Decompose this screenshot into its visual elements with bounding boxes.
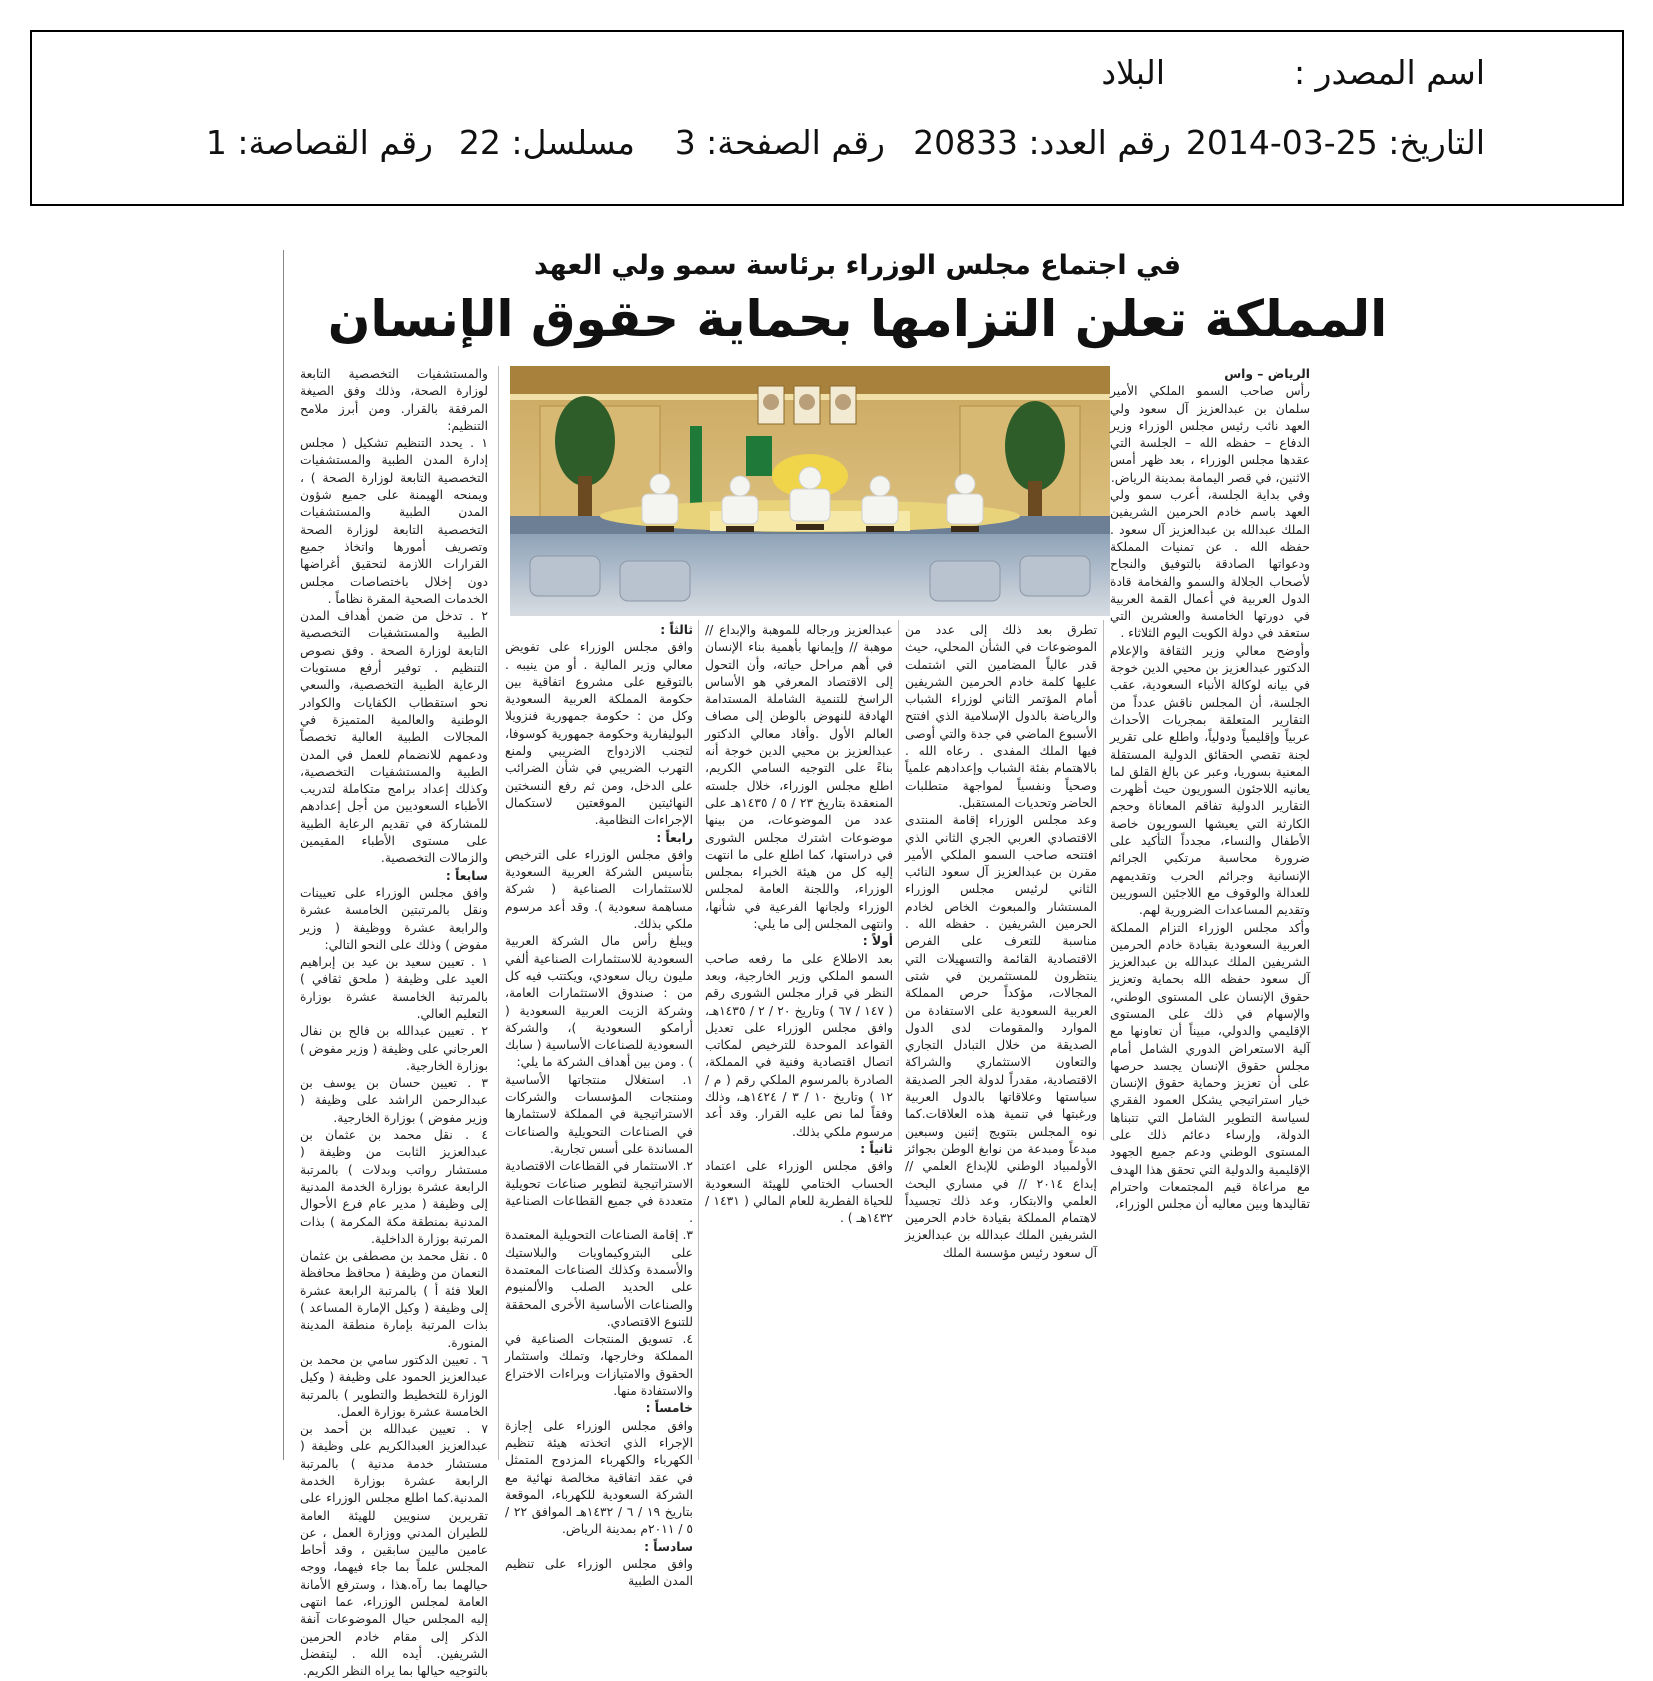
section-heading: ثالثاً : <box>660 623 693 637</box>
paragraph: والمستشفيات التخصصية التابعة لوزارة الصحة، وذلك وفق الصيغة المرفقة بالقرار. ومن أبرز ملامح التنظيم: <box>300 367 488 433</box>
paragraph: وأكد مجلس الوزراء التزام المملكة العربية السعودية بقيادة خادم الحرمين الشريفين الملك عبدالله بن عبدالعزيز آل سعود حفظه الله بحماية وتعزيز حقوق الإنسان على المستوى الوطني، والإسهام في ذلك على المستوى الإقليمي والدولي، مبيناً أن تعاونها مع آلية الاستعراض الدوري الشامل أمام مجلس حقوق الإنسان يجسد حرصها على أن تعزيز وحماية حقوق الإنسان خيار استراتيجي يشكل العمود الفقري لسياسة التطوير الشامل التي تتبناها الدولة، وإرساء دعائم ذلك على المستوى الوطني ودعم جميع الجهود الإقليمية والدولية التي تحقق هذا الهدف مع مراعاة قيم المجتمعات واحترام تقاليدها وبين معاليه أن مجلس الوزراء، <box>1110 920 1310 1212</box>
serial-number: مسلسل: 22 <box>458 123 635 162</box>
paragraph: وافق مجلس الوزراء على اعتماد الحساب الختامي للهيئة السعودية للحياة الفطرية للعام المالي ( ١٤٣١ / ١٤٣٢هـ ) . <box>705 1159 893 1226</box>
date-field: التاريخ: 25-03-2014 <box>1185 123 1485 162</box>
paragraph: عبدالعزيز ورجاله للموهبة والإبداع // موهبة // وإيمانها بأهمية بناء الإنسان في أهم مراحل حياته، وأن التحول إلى الاقتصاد المعرفي هو الأساس الراسخ للتنمية الشاملة المستدامة الهادفة للنهوض بالوطن إلى مصاف العالم الأول .وأفاد معالي الدكتور عبدالعزيز بن محيي الدين خوجة أنه بناءً على التوجيه السامي الكريم، اطلع مجلس الوزراء، خلال جلسته المنعقدة بتاريخ ٢٣ / ٥ / ١٤٣٥هـ على عدد من الموضوعات، من بينها موضوعات اشترك مجلس الشورى في دراستها، كما اطلع على ما انتهت إليه كل من هيئة الخبراء بمجلس الوزراء، واللجنة العامة لمجلس الوزراء ولجانها الفرعية في شأنها، وانتهى المجلس إلى ما يلي: <box>705 623 894 932</box>
paragraph: ٣. إقامة الصناعات التحويلية المعتمدة على البتروكيماويات والبلاستيك والأسمدة وكذلك الصناعات المعتمدة على الحديد الصلب والألمنيوم والصناعات الأساسية الأخرى المحققة للتنوع الاقتصادي. <box>505 1228 693 1329</box>
article-kicker: في اجتماع مجلس الوزراء برئاسة سمو ولي العهد <box>533 250 1182 281</box>
paragraph: ٢. الاستثمار في القطاعات الاقتصادية الاستراتيجية لتطوير صناعات تحويلية متعددة في جميع القطاعات الصناعية . <box>505 1159 693 1226</box>
paragraph: وافق مجلس الوزراء على تنظيم المدن الطبية <box>505 1557 693 1589</box>
paragraph: ١ . تعيين سعيد بن عيد بن إبراهيم العيد على وظيفة ( ملحق ثقافي ) بالمرتبة الخامسة عشرة بوزارة التعليم العالي. <box>300 955 488 1021</box>
dateline: الرياض – واس <box>1224 367 1310 381</box>
paragraph: وافق مجلس الوزراء على الترخيص بتأسيس الشركة العربية السعودية للاستثمارات الصناعية ( شركة مساهمة سعودية ). وقد أعد مرسوم ملكي بذلك. <box>505 847 693 932</box>
paragraph: وافق مجلس الوزراء على إجازة الإجراء الذي اتخذته هيئة تنظيم الكهرباء والكهرباء المزدوج المتمثل في عقد اتفاقية مخالصة نهائية مع الشركة السعودية للكهرباء، الموقعة بتاريخ ١٩ / ٦ / ١٤٣٢هـ الموافق ٢٢ / ٥ / ٢٠١١م بمدينة الرياض. <box>505 1418 693 1537</box>
article-column-3 <box>705 622 894 1226</box>
article-column-1 <box>1110 366 1310 1212</box>
paragraph: ٤. تسويق المنتجات الصناعية في المملكة وخارجها، وتملك واستثمار الحقوق والامتيازات وبراءات الاختراع والاستفادة منها. <box>505 1332 693 1399</box>
paragraph: رأس صاحب السمو الملكي الأمير سلمان بن عبدالعزيز آل سعود ولي العهد نائب رئيس مجلس الوزراء وزير الدفاع – حفظه الله – الجلسة التي عقدها مجلس الوزراء ، بعد ظهر أمس الاثنين، في قصر اليمامة بمدينة الرياض. <box>1110 384 1310 485</box>
paragraph: وافق مجلس الوزراء على تعيينات ونقل بالمرتبتين الخامسة عشرة والرابعة عشرة ووظيفة ( وزير مفوض ) وذلك على النحو التالي: <box>300 885 488 952</box>
paragraph: وأوضح معالي وزير الثقافة والإعلام الدكتور عبدالعزيز بن محيي الدين خوجة في بيانه لوكالة الأنباء السعودية، عقب الجلسة، أن المجلس ناقش عدداً من التقارير المتعلقة بمجريات الأحداث عربياً وإقليمياً ودولياً، واطلع على تقرير لجنة تقصي الحقائق الدولية المستقلة المعنية بسوريا، وعبر عن بالغ القلق لما يعانيه اللاجئون السوريون حيث أظهرت التقارير الدولية تفاقم المعاناة وحجم الكارثة التي يعيشها السوريون خاصة الأطفال والنساء، مجدداً التأكيد على ضرورة محاسبة مرتكبي الجرائم الإنسانية وجرائم الحرب وتقديمهم للعدالة والوقوف مع اللاجئين السوريين وتقديم المساعدات الضرورية لهم. <box>1110 643 1310 918</box>
column-divider <box>898 620 899 1140</box>
clipping-left-edge <box>283 250 284 1460</box>
source-value: البلاد <box>1101 53 1165 92</box>
section-heading: سابعاً : <box>445 868 488 883</box>
paragraph: وفي بداية الجلسة، أعرب سمو ولي العهد باسم خادم الحرمين الشريفين الملك عبدالله بن عبدالعزيز آل سعود . حفظه الله . عن تمنيات المملكة ودعواتها الصادقة بالتوفيق والنجاح لأصحاب الجلالة والسمو والفخامة قادة الدول العربية في أعمال القمة العربية في دورتها الخامسة والعشرين التي ستعقد في دولة الكويت اليوم الثلاثاء . <box>1110 488 1310 641</box>
paragraph: بعد الاطلاع على ما رفعه صاحب السمو الملكي وزير الخارجية، وبعد النظر في قرار مجلس الشورى رقم ( ١٤٧ / ٦٧ ) وتاريخ ٢٠ / ٢ / ١٤٣٥هـ، وافق مجلس الوزراء على تعديل القواعد الموحدة للترخيص لمكاتب اتصال اقتصادية وفنية في المملكة، الصادرة بالمرسوم الملكي رقم ( م / ١٢ ) وتاريخ ١٠ / ٣ / ١٤٢٤هـ، وذلك وفقاً لما نص عليه القرار. وقد أعد مرسوم ملكي بذلك. <box>705 951 893 1139</box>
paragraph: وافق مجلس الوزراء على تفويض معالي وزير المالية . أو من ينيبه . بالتوقيع على مشروع اتفاقية بين حكومة المملكة العربية السعودية وكل من : حكومة جمهورية فنزويلا البوليفارية وحكومة جمهورية كوسوفا، لتجنب الازدواج الضريبي ولمنع التهرب الضريبي في شأن الضرائب على الدخل، ومن ثم رفع النسختين النهائيتين الموقعتين لاستكمال الإجراءات النظامية. <box>505 640 693 828</box>
section-heading: رابعاً : <box>656 830 693 845</box>
paragraph: ويبلغ رأس مال الشركة العربية السعودية للاستثمارات الصناعية ألفي مليون ريال سعودي، ويكتتب فيه كل من : صندوق الاستثمارات العامة، وشركة الزيت العربية السعودية ( أرامكو السعودية )، والشركة السعودية للصناعات الأساسية ( سابك ) . ومن بين أهداف الشركة ما يلي: <box>505 934 693 1070</box>
section-heading: أولاً : <box>862 934 893 949</box>
paragraph: تطرق بعد ذلك إلى عدد من الموضوعات في الشأن المحلي، حيث قدر عالياً المضامين التي اشتملت عليها كلمة خادم الحرمين الشريفين أمام المؤتمر الثاني لوزراء الشباب والرياضة بالدول الإسلامية الذي افتتح الأسبوع الماضي في جدة والتي أوصى فيها الملك المفدى . رعاه الله . بالاهتمام بفئة الشباب وإعدادهم علمياً وصحياً ونفسياً لمواجهة متطلبات الحاضر وتحديات المستقبل. <box>905 623 1097 810</box>
paragraph: ٢ . تعيين عبدالله بن فالح بن نفال العرجاني على وظيفة ( وزير مفوض ) بوزارة الخارجية. <box>300 1024 488 1073</box>
issue-number: رقم العدد: 20833 <box>913 123 1171 162</box>
paragraph: ٢ . تدخل من ضمن أهداف المدن الطبية والمستشفيات التخصصية التابعة لوزارة الصحة . وفق نصوص التنظيم . توفير أرفع مستويات الرعاية الطبية التخصصية، والسعي نحو استقطاب الكفايات والكوادر الوطنية والعالمية المتميزة في المجالات الطبية العالية تخصصاً ودعمهم للانضمام للعمل في المدن الطبية والمستشفيات التخصصية، وكذلك إعداد برامج متكاملة لتدريب الأطباء السعوديين من أجل إعدادهم للمشاركة في تقديم الرعاية الطبية على مستوى الأطباء المقيمين والزمالات التخصصية. <box>300 609 488 866</box>
clip-number: رقم القصاصة: 1 <box>205 123 433 162</box>
section-heading: ثانياً : <box>860 1141 893 1156</box>
paragraph: ١. استغلال منتجاتها الأساسية ومنتجات المؤسسات والشركات الاستراتيجية في المملكة لاستثمارها في الصناعات التحويلية والصناعات المساندة على أسس تجارية. <box>505 1072 693 1156</box>
article-column-5 <box>300 366 488 1679</box>
article-column-2 <box>905 622 1097 1260</box>
paragraph: ٥ . نقل محمد بن مصطفى بن عثمان النعمان من وظيفة ( محافظ محافظة العلا فئة أ ) بالمرتبة الرابعة عشرة إلى وظيفة ( وكيل الإمارة المساعد ) بذات المرتبة بإمارة منطقة المدينة المنورة. <box>300 1249 488 1350</box>
source-label: اسم المصدر : <box>1293 53 1485 92</box>
paragraph: وعد مجلس الوزراء إقامة المنتدى الاقتصادي العربي الجري الثاني الذي افتتحه صاحب السمو الملكي الأمير مقرن بن عبدالعزيز آل سعود النائب الثاني لرئيس مجلس الوزراء المستشار والمبعوث الخاص لخادم الحرمين الشريفين . حفظه الله . مناسبة للتعرف على الفرص الاقتصادية القائمة والتسهيلات التي ينتظرون للمستثمرين في شتى المجالات، مؤكداً حرص المملكة العربية السعودية على الاستفادة من الموارد والمقومات لدى الدول الصديقة من خلال التبادل التجاري والتعاون الاستثماري والشراكة الاقتصادية، مقدراً لدولة الجر الصديقة سياستها وعلاقاتها بالدول العربية ورغبتها في تنمية هذه العلاقات.كما نوه المجلس بتتويج إثنين وسبعين مبدعاً ومبدعة من نوابغ الوطن بجوائز الأولمبياد الوطني للإبداع العلمي // إبداع ٢٠١٤ // في مساري البحث العلمي والابتكار، وعد ذلك تجسيداً لاهتمام المملكة بقيادة خادم الحرمين الشريفين الملك عبدالله بن عبدالعزيز آل سعود رئيس مؤسسة الملك <box>905 813 1097 1260</box>
page-number: رقم الصفحة: 3 <box>674 123 885 162</box>
paragraph: ١ . يحدد التنظيم تشكيل ( مجلس إدارة المدن الطبية والمستشفيات التخصصية التابعة لوزارة الصحة ) ، ويمنحه الهيمنة على جميع شؤون المدن الطبية والمستشفيات التخصصية التابعة لوزارة الصحة وتصريف أمورها واتخاذ جميع القرارات اللازمة لتحقيق أغراضها دون إخلال باختصاصات مجلس الخدمات الصحية المقرة نظاماً . <box>300 436 488 606</box>
column-divider <box>1103 620 1104 1140</box>
paragraph: ٣ . تعيين حسان بن يوسف بن عبدالرحمن الراشد على وظيفة ( وزير مفوض ) بوزارة الخارجية. <box>300 1076 488 1125</box>
article-column-4 <box>505 622 693 1589</box>
column-divider <box>498 366 499 1460</box>
paragraph: ٤ . نقل محمد بن عثمان بن عبدالعزيز الثابت من وظيفة ( مستشار رواتب وبدلات ) بالمرتبة الرابعة عشرة بوزارة الخدمة المدنية إلى وظيفة ( مدير عام فرع الأحوال المدنية بمنطقة مكة المكرمة ) بذات المرتبة بوزارة الداخلية. <box>300 1128 488 1246</box>
cabinet-meeting-photo <box>510 366 1110 616</box>
section-heading: سادساً : <box>644 1539 693 1554</box>
column-divider <box>698 620 699 1460</box>
paragraph: ٦ . تعيين الدكتور سامي بن محمد بن عبدالعزيز الحمود على وظيفة ( وكيل الوزارة للتخطيط والتطوير ) بالمرتبة الخامسة عشرة بوزارة العمل. <box>300 1352 488 1419</box>
article-headline: المملكة تعلن التزامها بحماية حقوق الإنسان <box>327 290 1388 348</box>
paragraph: ٧ . تعيين عبدالله بن أحمد بن عبدالعزيز العبدالكريم على وظيفة ( مستشار خدمة مدنية ) بالمرتبة الرابعة عشرة بوزارة الخدمة المدنية.كما اطلع مجلس الوزراء على تقريرين سنويين للهيئة العامة للطيران المدني ووزارة العمل ، عن عامين ماليين سابقين ، وقد أحاط المجلس علماً بما جاء فيهما، ووجه حيالهما بما رآه.هذا ، وسترفع الأمانة العامة لمجلس الوزراء، عما انتهى إليه المجلس حيال الموضوعات آنفة الذكر إلى مقام خادم الحرمين الشريفين. أيده الله . ليتفضل بالتوجيه حيالها بما يراه النظر الكريم. <box>300 1422 488 1679</box>
section-heading: خامساً : <box>645 1401 693 1416</box>
